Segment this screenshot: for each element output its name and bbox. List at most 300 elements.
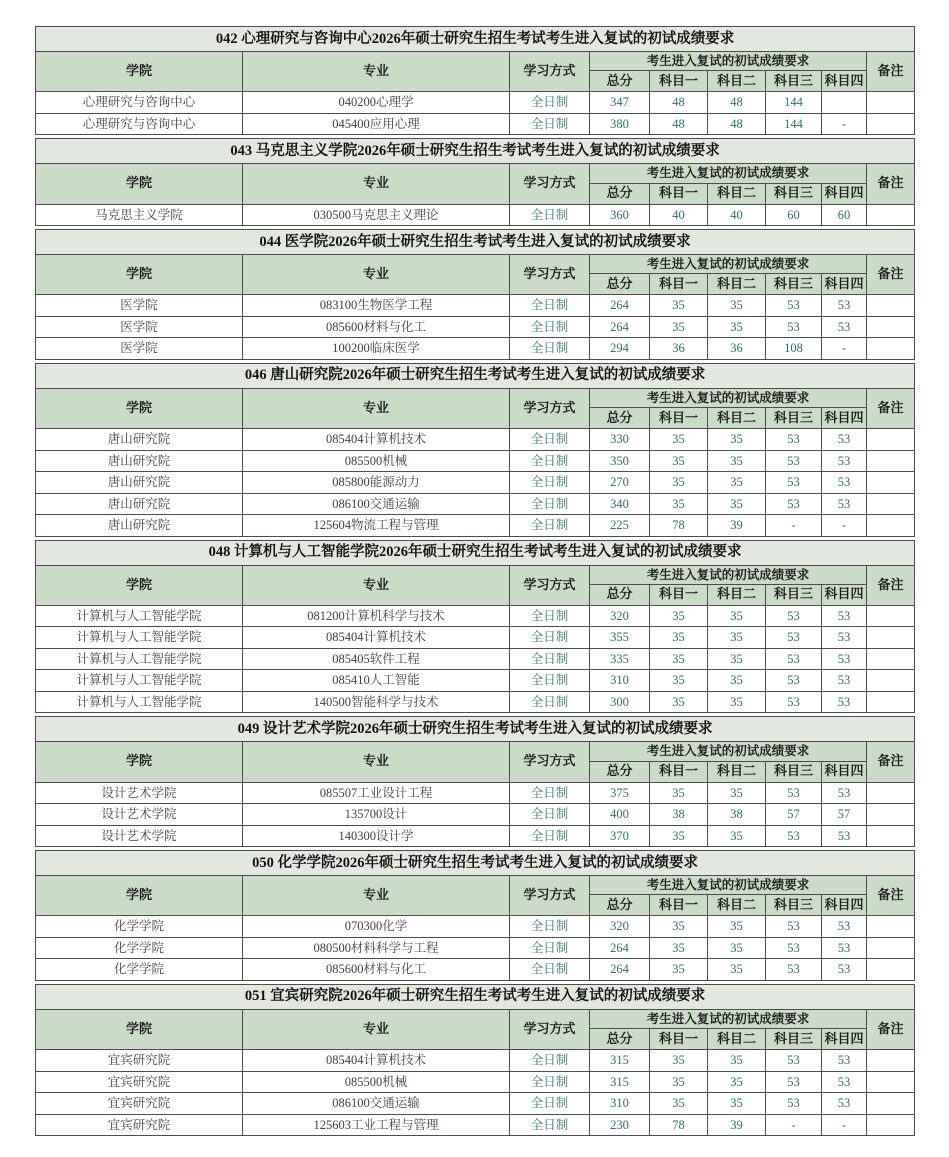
- cell-college: 化学学院: [36, 916, 243, 938]
- table-row: [36, 959, 915, 981]
- cell-study-mode: 全日制: [510, 648, 590, 670]
- cell-subject-4-score: 53: [822, 691, 867, 713]
- cell-subject-1-score: 36: [650, 338, 708, 360]
- cell-subject-2-score: 38: [708, 804, 766, 826]
- col-header-college: 学院: [36, 565, 243, 605]
- cell-subject-1-score: 35: [650, 1071, 708, 1093]
- col-header-subject1: 科目一: [650, 1029, 708, 1050]
- cell-study-mode: 全日制: [510, 204, 590, 226]
- table-row: [36, 670, 915, 692]
- col-header-remarks: 备注: [867, 742, 915, 782]
- table-row: [36, 338, 915, 360]
- cell-subject-1-score: 35: [650, 605, 708, 627]
- col-header-score-group: 考生进入复试的初试成绩要求: [590, 255, 867, 274]
- col-header-total: 总分: [590, 183, 650, 204]
- cell-subject-3-score: 53: [766, 782, 822, 804]
- cell-study-mode: 全日制: [510, 782, 590, 804]
- cell-remarks: [867, 605, 915, 627]
- cell-subject-2-score: 48: [708, 92, 766, 114]
- section-title-row: [36, 984, 915, 1009]
- section-table: [35, 984, 915, 1136]
- cell-remarks: [867, 316, 915, 338]
- section-title: 048 计算机与人工智能学院2026年硕士研究生招生考试考生进入复试的初试成绩要求: [36, 540, 915, 565]
- table-row: [36, 472, 915, 494]
- cell-subject-2-score: 35: [708, 1093, 766, 1115]
- cell-remarks: [867, 493, 915, 515]
- cell-remarks: [867, 515, 915, 537]
- table-row: [36, 1050, 915, 1072]
- cell-total-score: 264: [590, 295, 650, 317]
- cell-subject-4-score: 57: [822, 804, 867, 826]
- table-row: [36, 937, 915, 959]
- cell-subject-2-score: 35: [708, 450, 766, 472]
- cell-college: 医学院: [36, 338, 243, 360]
- table-row: [36, 627, 915, 649]
- col-header-major: 专业: [243, 52, 510, 92]
- col-header-score-group: 考生进入复试的初试成绩要求: [590, 876, 867, 895]
- cell-subject-1-score: 35: [650, 295, 708, 317]
- cell-major: 085500机械: [243, 1071, 510, 1093]
- cell-subject-1-score: 35: [650, 691, 708, 713]
- col-header-study-mode: 学习方式: [510, 164, 590, 204]
- cell-subject-2-score: 35: [708, 782, 766, 804]
- table-row: [36, 450, 915, 472]
- cell-major: 085410人工智能: [243, 670, 510, 692]
- section-title-row: [36, 363, 915, 388]
- table-row: [36, 204, 915, 226]
- table-row: [36, 1114, 915, 1136]
- cell-remarks: [867, 472, 915, 494]
- cell-remarks: [867, 916, 915, 938]
- section-table: [35, 229, 915, 360]
- cell-subject-3-score: 60: [766, 204, 822, 226]
- col-header-subject3: 科目三: [766, 408, 822, 429]
- cell-remarks: [867, 627, 915, 649]
- col-header-subject1: 科目一: [650, 895, 708, 916]
- section-table: [35, 138, 915, 226]
- col-header-total: 总分: [590, 584, 650, 605]
- cell-subject-2-score: 48: [708, 113, 766, 135]
- col-header-total: 总分: [590, 1029, 650, 1050]
- cell-total-score: 264: [590, 316, 650, 338]
- col-header-remarks: 备注: [867, 565, 915, 605]
- cell-major: 140500智能科学与技术: [243, 691, 510, 713]
- col-header-score-group: 考生进入复试的初试成绩要求: [590, 565, 867, 584]
- column-header-row: [36, 388, 915, 407]
- cell-total-score: 264: [590, 937, 650, 959]
- cell-major: 085500机械: [243, 450, 510, 472]
- cell-subject-3-score: 53: [766, 472, 822, 494]
- cell-remarks: [867, 1071, 915, 1093]
- cell-major: 085404计算机技术: [243, 429, 510, 451]
- cell-remarks: [867, 204, 915, 226]
- cell-study-mode: 全日制: [510, 493, 590, 515]
- cell-college: 宜宾研究院: [36, 1071, 243, 1093]
- cell-subject-3-score: 53: [766, 316, 822, 338]
- cell-subject-4-score: 53: [822, 916, 867, 938]
- cell-college: 心理研究与咨询中心: [36, 113, 243, 135]
- cell-subject-1-score: 35: [650, 1050, 708, 1072]
- cell-major: 125604物流工程与管理: [243, 515, 510, 537]
- cell-subject-1-score: 35: [650, 316, 708, 338]
- cell-total-score: 315: [590, 1050, 650, 1072]
- cell-major: 085404计算机技术: [243, 1050, 510, 1072]
- section-table: [35, 716, 915, 847]
- cell-subject-4-score: 60: [822, 204, 867, 226]
- cell-total-score: 320: [590, 916, 650, 938]
- cell-subject-1-score: 35: [650, 648, 708, 670]
- table-row: [36, 316, 915, 338]
- col-header-college: 学院: [36, 255, 243, 295]
- col-header-remarks: 备注: [867, 52, 915, 92]
- cell-subject-4-score: 53: [822, 670, 867, 692]
- cell-subject-1-score: 48: [650, 92, 708, 114]
- cell-study-mode: 全日制: [510, 92, 590, 114]
- cell-college: 计算机与人工智能学院: [36, 605, 243, 627]
- cell-study-mode: 全日制: [510, 1050, 590, 1072]
- col-header-major: 专业: [243, 876, 510, 916]
- cell-major: 086100交通运输: [243, 1093, 510, 1115]
- col-header-subject4: 科目四: [822, 408, 867, 429]
- cell-subject-4-score: 53: [822, 472, 867, 494]
- cell-subject-2-score: 35: [708, 627, 766, 649]
- col-header-score-group: 考生进入复试的初试成绩要求: [590, 164, 867, 183]
- cell-subject-1-score: 35: [650, 937, 708, 959]
- section-title: 042 心理研究与咨询中心2026年硕士研究生招生考试考生进入复试的初试成绩要求: [36, 27, 915, 52]
- col-header-total: 总分: [590, 274, 650, 295]
- cell-remarks: [867, 782, 915, 804]
- cell-major: 085800能源动力: [243, 472, 510, 494]
- table-row: [36, 515, 915, 537]
- column-header-row: [36, 565, 915, 584]
- cell-remarks: [867, 1050, 915, 1072]
- column-header-row: [36, 1009, 915, 1028]
- cell-college: 唐山研究院: [36, 450, 243, 472]
- cell-subject-2-score: 35: [708, 648, 766, 670]
- cell-college: 心理研究与咨询中心: [36, 92, 243, 114]
- cell-major: 086100交通运输: [243, 493, 510, 515]
- cell-subject-2-score: 35: [708, 959, 766, 981]
- cell-college: 计算机与人工智能学院: [36, 627, 243, 649]
- cell-subject-2-score: 35: [708, 316, 766, 338]
- cell-subject-4-score: 53: [822, 1071, 867, 1093]
- cell-subject-2-score: 35: [708, 605, 766, 627]
- cell-study-mode: 全日制: [510, 1071, 590, 1093]
- col-header-subject4: 科目四: [822, 1029, 867, 1050]
- section-title-row: [36, 851, 915, 876]
- cell-major: 140300设计学: [243, 825, 510, 847]
- cell-total-score: 225: [590, 515, 650, 537]
- cell-subject-3-score: 53: [766, 493, 822, 515]
- cell-study-mode: 全日制: [510, 1093, 590, 1115]
- column-header-row: [36, 255, 915, 274]
- cell-college: 唐山研究院: [36, 515, 243, 537]
- section-title: 050 化学学院2026年硕士研究生招生考试考生进入复试的初试成绩要求: [36, 851, 915, 876]
- cell-study-mode: 全日制: [510, 627, 590, 649]
- cell-subject-2-score: 35: [708, 916, 766, 938]
- col-header-study-mode: 学习方式: [510, 52, 590, 92]
- cell-remarks: [867, 429, 915, 451]
- section-title: 046 唐山研究院2026年硕士研究生招生考试考生进入复试的初试成绩要求: [36, 363, 915, 388]
- cell-total-score: 230: [590, 1114, 650, 1136]
- cell-subject-4-score: -: [822, 1114, 867, 1136]
- cell-subject-3-score: 53: [766, 429, 822, 451]
- col-header-subject1: 科目一: [650, 761, 708, 782]
- table-row: [36, 429, 915, 451]
- col-header-subject3: 科目三: [766, 71, 822, 92]
- cell-subject-3-score: 53: [766, 670, 822, 692]
- col-header-college: 学院: [36, 1009, 243, 1049]
- cell-college: 宜宾研究院: [36, 1050, 243, 1072]
- cell-subject-4-score: 53: [822, 316, 867, 338]
- cell-subject-1-score: 78: [650, 1114, 708, 1136]
- col-header-study-mode: 学习方式: [510, 1009, 590, 1049]
- col-header-remarks: 备注: [867, 876, 915, 916]
- cell-subject-2-score: 35: [708, 295, 766, 317]
- cell-study-mode: 全日制: [510, 429, 590, 451]
- table-row: [36, 1071, 915, 1093]
- col-header-college: 学院: [36, 52, 243, 92]
- cell-subject-1-score: 35: [650, 450, 708, 472]
- cell-college: 设计艺术学院: [36, 804, 243, 826]
- table-row: [36, 295, 915, 317]
- cell-total-score: 350: [590, 450, 650, 472]
- col-header-total: 总分: [590, 761, 650, 782]
- cell-total-score: 400: [590, 804, 650, 826]
- cell-total-score: 264: [590, 959, 650, 981]
- cell-subject-2-score: 35: [708, 472, 766, 494]
- cell-study-mode: 全日制: [510, 691, 590, 713]
- col-header-score-group: 考生进入复试的初试成绩要求: [590, 1009, 867, 1028]
- col-header-subject2: 科目二: [708, 1029, 766, 1050]
- cell-major: 085507工业设计工程: [243, 782, 510, 804]
- cell-major: 081200计算机科学与技术: [243, 605, 510, 627]
- cell-subject-4-score: 53: [822, 937, 867, 959]
- cell-subject-2-score: 39: [708, 1114, 766, 1136]
- cell-total-score: 310: [590, 670, 650, 692]
- col-header-subject4: 科目四: [822, 584, 867, 605]
- cell-subject-4-score: 53: [822, 450, 867, 472]
- cell-remarks: [867, 92, 915, 114]
- cell-subject-1-score: 35: [650, 959, 708, 981]
- col-header-study-mode: 学习方式: [510, 565, 590, 605]
- col-header-score-group: 考生进入复试的初试成绩要求: [590, 388, 867, 407]
- cell-subject-1-score: 35: [650, 1093, 708, 1115]
- col-header-major: 专业: [243, 255, 510, 295]
- cell-study-mode: 全日制: [510, 605, 590, 627]
- cell-subject-3-score: 53: [766, 648, 822, 670]
- cell-subject-1-score: 35: [650, 429, 708, 451]
- col-header-total: 总分: [590, 895, 650, 916]
- col-header-major: 专业: [243, 164, 510, 204]
- col-header-subject3: 科目三: [766, 274, 822, 295]
- section-table: [35, 850, 915, 981]
- cell-subject-1-score: 35: [650, 472, 708, 494]
- col-header-remarks: 备注: [867, 164, 915, 204]
- col-header-subject1: 科目一: [650, 274, 708, 295]
- cell-major: 085600材料与化工: [243, 959, 510, 981]
- cell-total-score: 310: [590, 1093, 650, 1115]
- cell-total-score: 380: [590, 113, 650, 135]
- cell-subject-4-score: 53: [822, 605, 867, 627]
- cell-study-mode: 全日制: [510, 804, 590, 826]
- cell-subject-3-score: 108: [766, 338, 822, 360]
- cell-subject-4-score: 53: [822, 627, 867, 649]
- col-header-total: 总分: [590, 71, 650, 92]
- cell-subject-2-score: 40: [708, 204, 766, 226]
- cell-total-score: 320: [590, 605, 650, 627]
- cell-subject-1-score: 35: [650, 670, 708, 692]
- cell-study-mode: 全日制: [510, 472, 590, 494]
- cell-total-score: 370: [590, 825, 650, 847]
- col-header-college: 学院: [36, 164, 243, 204]
- cell-major: 135700设计: [243, 804, 510, 826]
- cell-major: 070300化学: [243, 916, 510, 938]
- col-header-subject1: 科目一: [650, 183, 708, 204]
- cell-study-mode: 全日制: [510, 338, 590, 360]
- cell-total-score: 300: [590, 691, 650, 713]
- table-row: [36, 782, 915, 804]
- table-row: [36, 605, 915, 627]
- cell-college: 唐山研究院: [36, 472, 243, 494]
- col-header-subject4: 科目四: [822, 183, 867, 204]
- cell-subject-2-score: 35: [708, 1071, 766, 1093]
- cell-subject-1-score: 35: [650, 782, 708, 804]
- cell-remarks: [867, 937, 915, 959]
- cell-college: 马克思主义学院: [36, 204, 243, 226]
- col-header-score-group: 考生进入复试的初试成绩要求: [590, 52, 867, 71]
- col-header-remarks: 备注: [867, 255, 915, 295]
- col-header-subject1: 科目一: [650, 408, 708, 429]
- cell-remarks: [867, 450, 915, 472]
- col-header-subject2: 科目二: [708, 584, 766, 605]
- cell-subject-4-score: 53: [822, 825, 867, 847]
- section-title-row: [36, 230, 915, 255]
- cell-study-mode: 全日制: [510, 113, 590, 135]
- col-header-study-mode: 学习方式: [510, 388, 590, 428]
- table-row: [36, 493, 915, 515]
- cell-major: 085405软件工程: [243, 648, 510, 670]
- cell-subject-3-score: 53: [766, 450, 822, 472]
- cell-study-mode: 全日制: [510, 450, 590, 472]
- col-header-major: 专业: [243, 388, 510, 428]
- cell-subject-3-score: -: [766, 1114, 822, 1136]
- cell-subject-2-score: 35: [708, 825, 766, 847]
- cell-subject-2-score: 35: [708, 670, 766, 692]
- col-header-subject2: 科目二: [708, 895, 766, 916]
- cell-total-score: 315: [590, 1071, 650, 1093]
- col-header-college: 学院: [36, 742, 243, 782]
- column-header-row: [36, 52, 915, 71]
- col-header-subject4: 科目四: [822, 71, 867, 92]
- cell-study-mode: 全日制: [510, 937, 590, 959]
- section-table: [35, 26, 915, 135]
- table-row: [36, 113, 915, 135]
- section-title-row: [36, 540, 915, 565]
- cell-total-score: 360: [590, 204, 650, 226]
- cell-major: 085404计算机技术: [243, 627, 510, 649]
- section-title-row: [36, 717, 915, 742]
- col-header-subject2: 科目二: [708, 274, 766, 295]
- cell-subject-2-score: 36: [708, 338, 766, 360]
- cell-major: 083100生物医学工程: [243, 295, 510, 317]
- col-header-remarks: 备注: [867, 1009, 915, 1049]
- cell-subject-3-score: 53: [766, 295, 822, 317]
- col-header-subject3: 科目三: [766, 1029, 822, 1050]
- cell-subject-1-score: 38: [650, 804, 708, 826]
- cell-subject-3-score: 53: [766, 1071, 822, 1093]
- cell-subject-1-score: 35: [650, 825, 708, 847]
- column-header-row: [36, 164, 915, 183]
- cell-subject-1-score: 48: [650, 113, 708, 135]
- table-row: [36, 92, 915, 114]
- cell-total-score: 330: [590, 429, 650, 451]
- cell-subject-2-score: 35: [708, 937, 766, 959]
- col-header-subject3: 科目三: [766, 761, 822, 782]
- cell-subject-3-score: 53: [766, 1093, 822, 1115]
- cell-college: 医学院: [36, 295, 243, 317]
- table-row: [36, 804, 915, 826]
- cell-subject-3-score: 53: [766, 691, 822, 713]
- cell-subject-4-score: -: [822, 113, 867, 135]
- cell-major: 100200临床医学: [243, 338, 510, 360]
- table-row: [36, 825, 915, 847]
- cell-total-score: 355: [590, 627, 650, 649]
- cell-total-score: 340: [590, 493, 650, 515]
- section-table: [35, 363, 915, 537]
- col-header-subject4: 科目四: [822, 895, 867, 916]
- cell-total-score: 335: [590, 648, 650, 670]
- cell-college: 医学院: [36, 316, 243, 338]
- cell-college: 设计艺术学院: [36, 782, 243, 804]
- cell-remarks: [867, 295, 915, 317]
- cell-remarks: [867, 670, 915, 692]
- section-title-row: [36, 27, 915, 52]
- cell-subject-4-score: 53: [822, 782, 867, 804]
- col-header-subject4: 科目四: [822, 761, 867, 782]
- col-header-remarks: 备注: [867, 388, 915, 428]
- cell-study-mode: 全日制: [510, 316, 590, 338]
- cell-subject-2-score: 35: [708, 1050, 766, 1072]
- col-header-college: 学院: [36, 876, 243, 916]
- col-header-subject2: 科目二: [708, 761, 766, 782]
- cell-subject-1-score: 40: [650, 204, 708, 226]
- cell-subject-4-score: 53: [822, 1093, 867, 1115]
- cell-college: 唐山研究院: [36, 493, 243, 515]
- col-header-study-mode: 学习方式: [510, 255, 590, 295]
- cell-study-mode: 全日制: [510, 670, 590, 692]
- cell-subject-1-score: 35: [650, 916, 708, 938]
- cell-remarks: [867, 113, 915, 135]
- cell-subject-4-score: 53: [822, 648, 867, 670]
- section-table: [35, 540, 915, 714]
- cell-college: 化学学院: [36, 959, 243, 981]
- cell-study-mode: 全日制: [510, 959, 590, 981]
- table-row: [36, 691, 915, 713]
- cell-major: 080500材料科学与工程: [243, 937, 510, 959]
- col-header-subject4: 科目四: [822, 274, 867, 295]
- cell-subject-4-score: 53: [822, 429, 867, 451]
- cell-subject-2-score: 35: [708, 691, 766, 713]
- cell-college: 计算机与人工智能学院: [36, 691, 243, 713]
- cell-remarks: [867, 648, 915, 670]
- cell-remarks: [867, 1093, 915, 1115]
- cell-subject-4-score: 53: [822, 295, 867, 317]
- cell-college: 计算机与人工智能学院: [36, 670, 243, 692]
- cell-total-score: 347: [590, 92, 650, 114]
- section-title: 049 设计艺术学院2026年硕士研究生招生考试考生进入复试的初试成绩要求: [36, 717, 915, 742]
- table-row: [36, 648, 915, 670]
